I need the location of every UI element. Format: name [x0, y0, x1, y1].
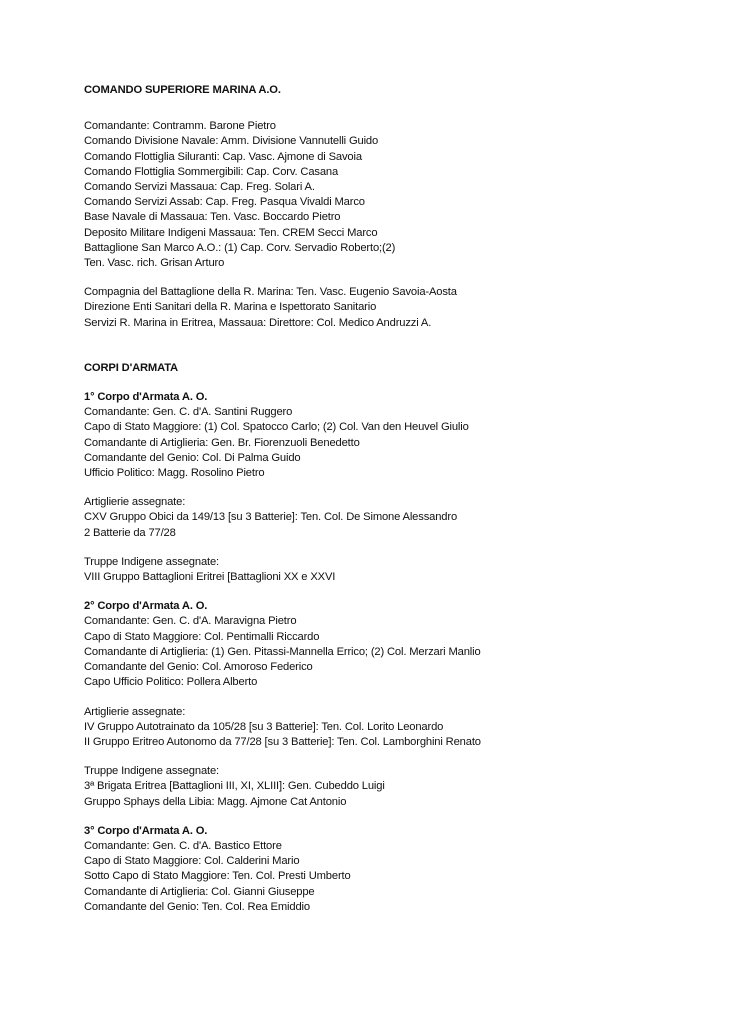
corps-title-3: 3° Corpo d'Armata A. O. — [84, 824, 208, 837]
corps-title-2: 2° Corpo d'Armata A. O. — [84, 600, 208, 613]
text-line: Comandante di Artiglieria: Gen. Br. Fiorenzuoli Benedetto — [84, 436, 360, 449]
text-line: Capo Ufficio Politico: Pollera Alberto — [84, 676, 258, 689]
text-line: Capo di Stato Maggiore: Col. Pentimalli Riccardo — [84, 630, 320, 643]
text-line: Comandante del Genio: Col. Di Palma Guido — [84, 451, 301, 464]
text-line: Artiglierie assegnate: — [84, 496, 186, 509]
corps-2-staff — [84, 614, 714, 690]
text-line: Comandante di Artiglieria: (1) Gen. Pitassi-Mannella Errico; (2) Col. Merzari Manlio — [84, 645, 481, 658]
corps-1-staff — [84, 405, 714, 481]
text-line: CXV Gruppo Obici da 149/13 [su 3 Batterie]: Ten. Col. De Simone Alessandro — [84, 511, 458, 524]
text-line: Compagnia del Battaglione della R. Marina: Ten. Vasc. Eugenio Savoia-Aosta — [84, 286, 457, 299]
text-line: Truppe Indigene assegnate: — [84, 765, 220, 778]
text-line: Comando Servizi Massaua: Cap. Freg. Solari A. — [84, 181, 315, 194]
corps-3-staff — [84, 839, 714, 915]
text-line: Ufficio Politico: Magg. Rosolino Pietro — [84, 467, 265, 480]
text-line: Truppe Indigene assegnate: — [84, 555, 220, 568]
marina-list-2 — [84, 285, 714, 331]
text-line: Direzione Enti Sanitari della R. Marina e Ispettorato Sanitario — [84, 301, 377, 314]
corps-1-artillery — [84, 495, 714, 541]
text-line: Comandante di Artiglieria: Col. Gianni Giuseppe — [84, 885, 315, 898]
text-line: Comandante: Gen. C. d'A. Santini Ruggero — [84, 406, 293, 419]
text-line: 2 Batterie da 77/28 — [84, 526, 176, 539]
text-line: Comandante del Genio: Col. Amoroso Federico — [84, 661, 313, 674]
text-line: IV Gruppo Autotrainato da 105/28 [su 3 Batterie]: Ten. Col. Lorito Leonardo — [84, 720, 444, 733]
text-line: Comando Divisione Navale: Amm. Divisione Vannutelli Guido — [84, 135, 379, 148]
text-line: Servizi R. Marina in Eritrea, Massaua: Direttore: Col. Medico Andruzzi A. — [84, 316, 432, 329]
text-line: Artiglierie assegnate: — [84, 705, 186, 718]
section-title-corpi: CORPI D'ARMATA — [84, 361, 178, 374]
text-line: Comando Flottiglia Siluranti: Cap. Vasc. Ajmone di Savoia — [84, 150, 362, 163]
text-line: VIII Gruppo Battaglioni Eritrei [Battaglioni XX e XXVI — [84, 571, 336, 584]
text-line: Capo di Stato Maggiore: (1) Col. Spatocco Carlo; (2) Col. Van den Heuvel Giulio — [84, 421, 469, 434]
text-line: 3ª Brigata Eritrea [Battaglioni III, XI, XLIII]: Gen. Cubeddo Luigi — [84, 780, 385, 793]
corps-2-troops — [84, 764, 714, 810]
text-line: Capo di Stato Maggiore: Col. Calderini Mario — [84, 855, 300, 868]
text-line: Sotto Capo di Stato Maggiore: Ten. Col. Presti Umberto — [84, 870, 351, 883]
text-line: Base Navale di Massaua: Ten. Vasc. Boccardo Pietro — [84, 211, 341, 224]
text-line: II Gruppo Eritreo Autonomo da 77/28 [su 3 Batterie]: Ten. Col. Lamborghini Renato — [84, 735, 481, 748]
text-line: Ten. Vasc. rich. Grisan Arturo — [84, 257, 225, 270]
text-line: Deposito Militare Indigeni Massaua: Ten. CREM Secci Marco — [84, 226, 378, 239]
text-line: Comandante: Gen. C. d'A. Maravigna Pietro — [84, 615, 297, 628]
text-line: Comandante: Contramm. Barone Pietro — [84, 120, 276, 133]
corps-2-artillery — [84, 705, 714, 751]
corps-title-1: 1° Corpo d'Armata A. O. — [84, 391, 208, 404]
text-line: Battaglione San Marco A.O.: (1) Cap. Corv. Servadio Roberto;(2) — [84, 241, 396, 254]
document-page — [84, 83, 714, 915]
text-line: Comandante del Genio: Ten. Col. Rea Emiddio — [84, 900, 310, 913]
text-line: Comando Servizi Assab: Cap. Freg. Pasqua Vivaldi Marco — [84, 196, 365, 209]
text-line: Gruppo Sphays della Libia: Magg. Ajmone Cat Antonio — [84, 795, 347, 808]
corps-1-troops — [84, 555, 714, 585]
section-title-marina: COMANDO SUPERIORE MARINA A.O. — [84, 84, 281, 96]
text-line: Comandante: Gen. C. d'A. Bastico Ettore — [84, 839, 282, 852]
marina-list — [84, 119, 714, 271]
text-line: Comando Flottiglia Sommergibili: Cap. Corv. Casana — [84, 165, 339, 178]
